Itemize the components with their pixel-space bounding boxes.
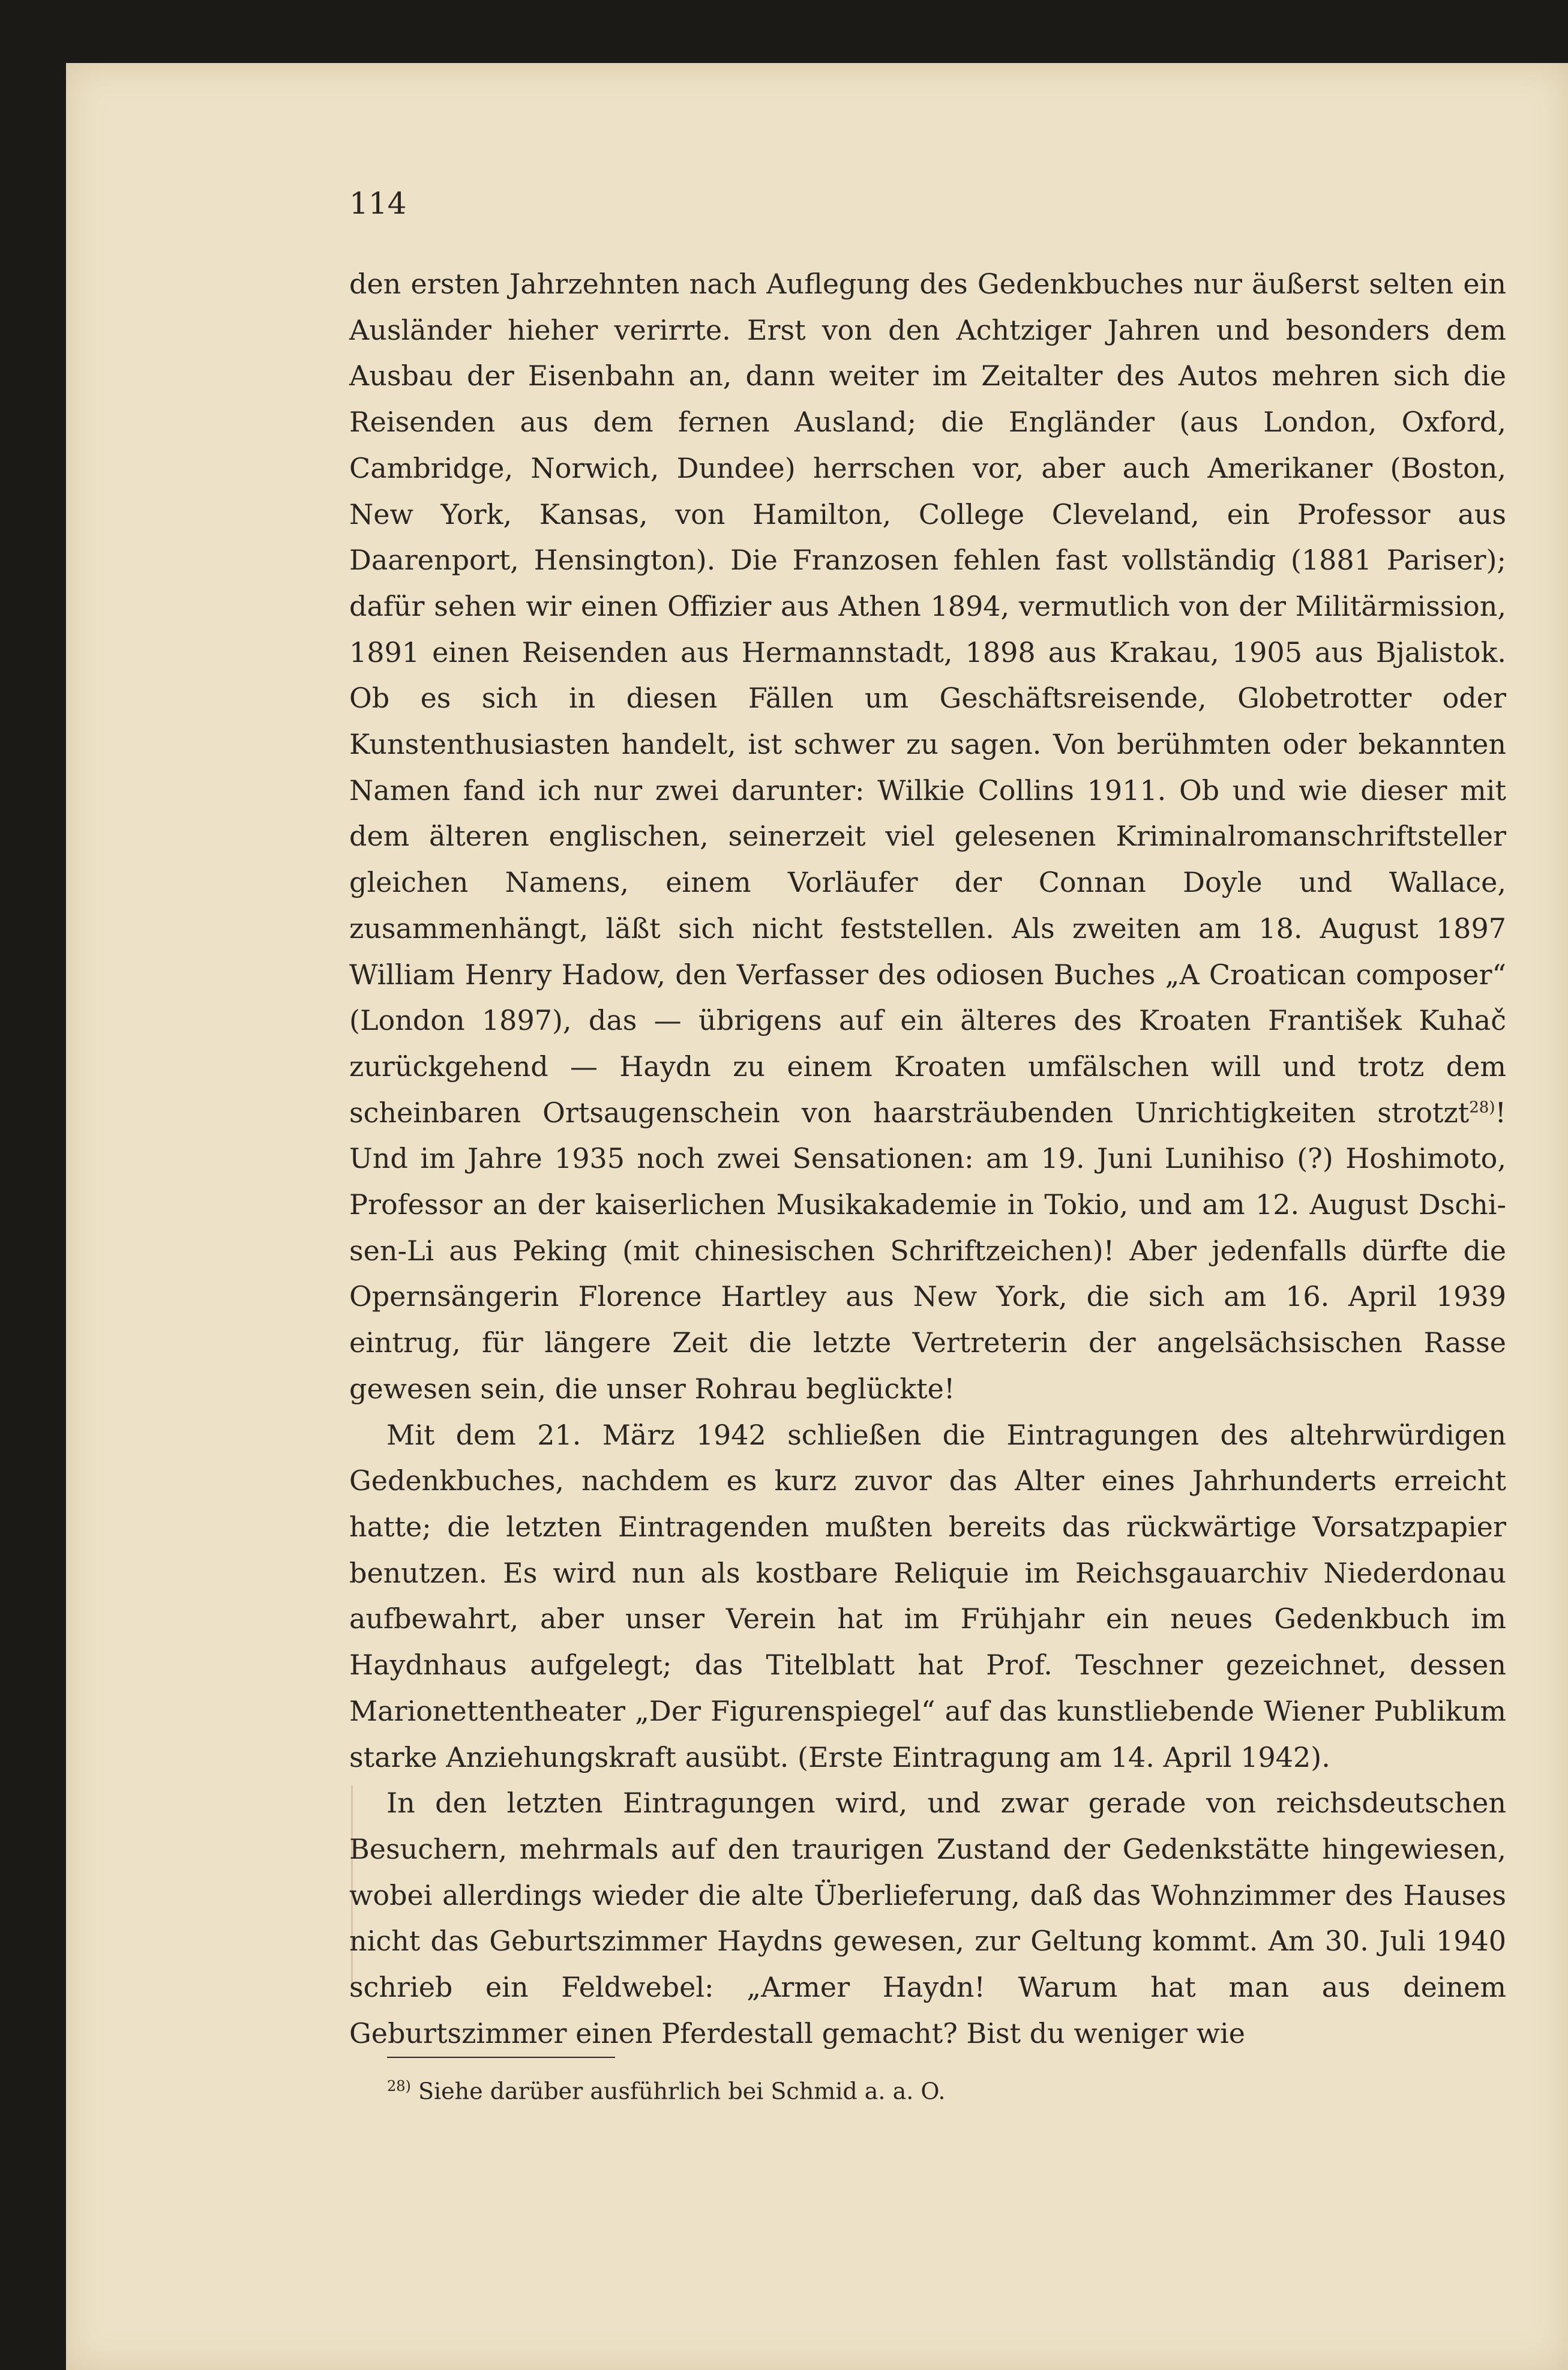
footnote <box>387 2078 945 2105</box>
paragraph-1-text-b: ! Und im Jahre 1935 noch zwei Sensationen: am 19. Juni Lunihiso (?) Hoshimoto, Professor an der kaiserlichen Musikakademie in Tokio, und am 12. August Dschi-sen-Li aus Peking (mit chinesischen Schriftzeichen)! Aber jedenfalls dürfte die Opernsängerin Florence Hartley aus New York, die sich am 16. April 1939 eintrug, für längere Zeit die letzte Vertreterin der angelsächsischen Rasse gewesen sein, die unser Rohrau beglückte! <box>349 1096 1506 1405</box>
footnote-reference: 28) <box>1469 1098 1495 1117</box>
paragraph-1 <box>349 261 1506 1412</box>
paragraph-3: In den letzten Eintragungen wird, und zwar gerade von reichsdeutschen Besuchern, mehrmals auf den traurigen Zustand der Gedenkstätte hingewiesen, wobei allerdings wieder die alte Überlieferung, daß das Wohnzimmer des Hauses nicht das Geburtszimmer Haydns gewesen, zur Geltung kommt. Am 30. Juli 1940 schrieb ein Feldwebel: „Armer Haydn! Warum hat man aus deinem Geburtszimmer einen Pferdestall gemacht? Bist du weniger wie <box>349 1787 1506 2050</box>
footnote-text: Siehe darüber ausführlich bei Schmid a. a. O. <box>418 2078 946 2105</box>
footnote-marker: 28) <box>387 2078 411 2095</box>
footnote-divider <box>387 2057 615 2058</box>
body-text <box>349 261 1506 2056</box>
paragraph-1-text-a: den ersten Jahrzehnten nach Auflegung des Gedenkbuches nur äußerst selten ein Ausländer hieher verirrte. Erst von den Achtziger Jahren und besonders dem Ausbau der Eisenbahn an, dann weiter im Zeitalter des Autos mehren sich die Reisenden aus dem fernen Ausland; die Engländer (aus London, Oxford, Cambridge, Norwich, Dundee) herrschen vor, aber auch Amerikaner (Boston, New York, Kansas, von Hamilton, College Cleveland, ein Professor aus Daarenport, Hensington). Die Franzosen fehlen fast vollständig (1881 Pariser); dafür sehen wir einen Offizier aus Athen 1894, vermutlich von der Militärmission, 1891 einen Reisenden aus Hermannstadt, 1898 aus Krakau, 1905 aus Bjalistok. Ob es sich in diesen Fällen um Geschäftsreisende, Globetrotter oder Kunstenthusiasten handelt, ist schwer zu sagen. Von berühmten oder bekannten Namen fand ich nur zwei darunter: Wilkie Collins 1911. Ob und wie dieser mit dem älteren englischen, seinerzeit viel gelesenen Kriminalromanschriftsteller gleichen Namens, einem Vorläufer der Connan Doyle und Wallace, zusammenhängt, läßt sich nicht feststellen. Als zweiten am 18. August 1897 William Henry Hadow, den Verfasser des odiosen Buches „A Croatican composer“ (London 1897), das — übrigens auf ein älteres des Kroaten František Kuhač zurückgehend — Haydn zu einem Kroaten umfälschen will und trotz dem scheinbaren Ortsaugenschein von haarsträubenden Unrichtigkeiten strotzt <box>349 268 1506 1129</box>
paragraph-2: Mit dem 21. März 1942 schließen die Eintragungen des altehrwürdigen Gedenkbuches, nachdem es kurz zuvor das Alter eines Jahrhunderts erreicht hatte; die letzten Eintragenden mußten bereits das rückwärtige Vorsatzpapier benutzen. Es wird nun als kostbare Reliquie im Reichsgauarchiv Niederdonau aufbewahrt, aber unser Verein hat im Frühjahr ein neues Gedenkbuch im Haydnhaus aufgelegt; das Titelblatt hat Prof. Teschner gezeichnet, dessen Marionettentheater „Der Figurenspiegel“ auf das kunstliebende Wiener Publikum starke Anziehungskraft ausübt. (Erste Eintragung am 14. April 1942). <box>349 1418 1506 1773</box>
page-number: 114 <box>349 186 407 221</box>
